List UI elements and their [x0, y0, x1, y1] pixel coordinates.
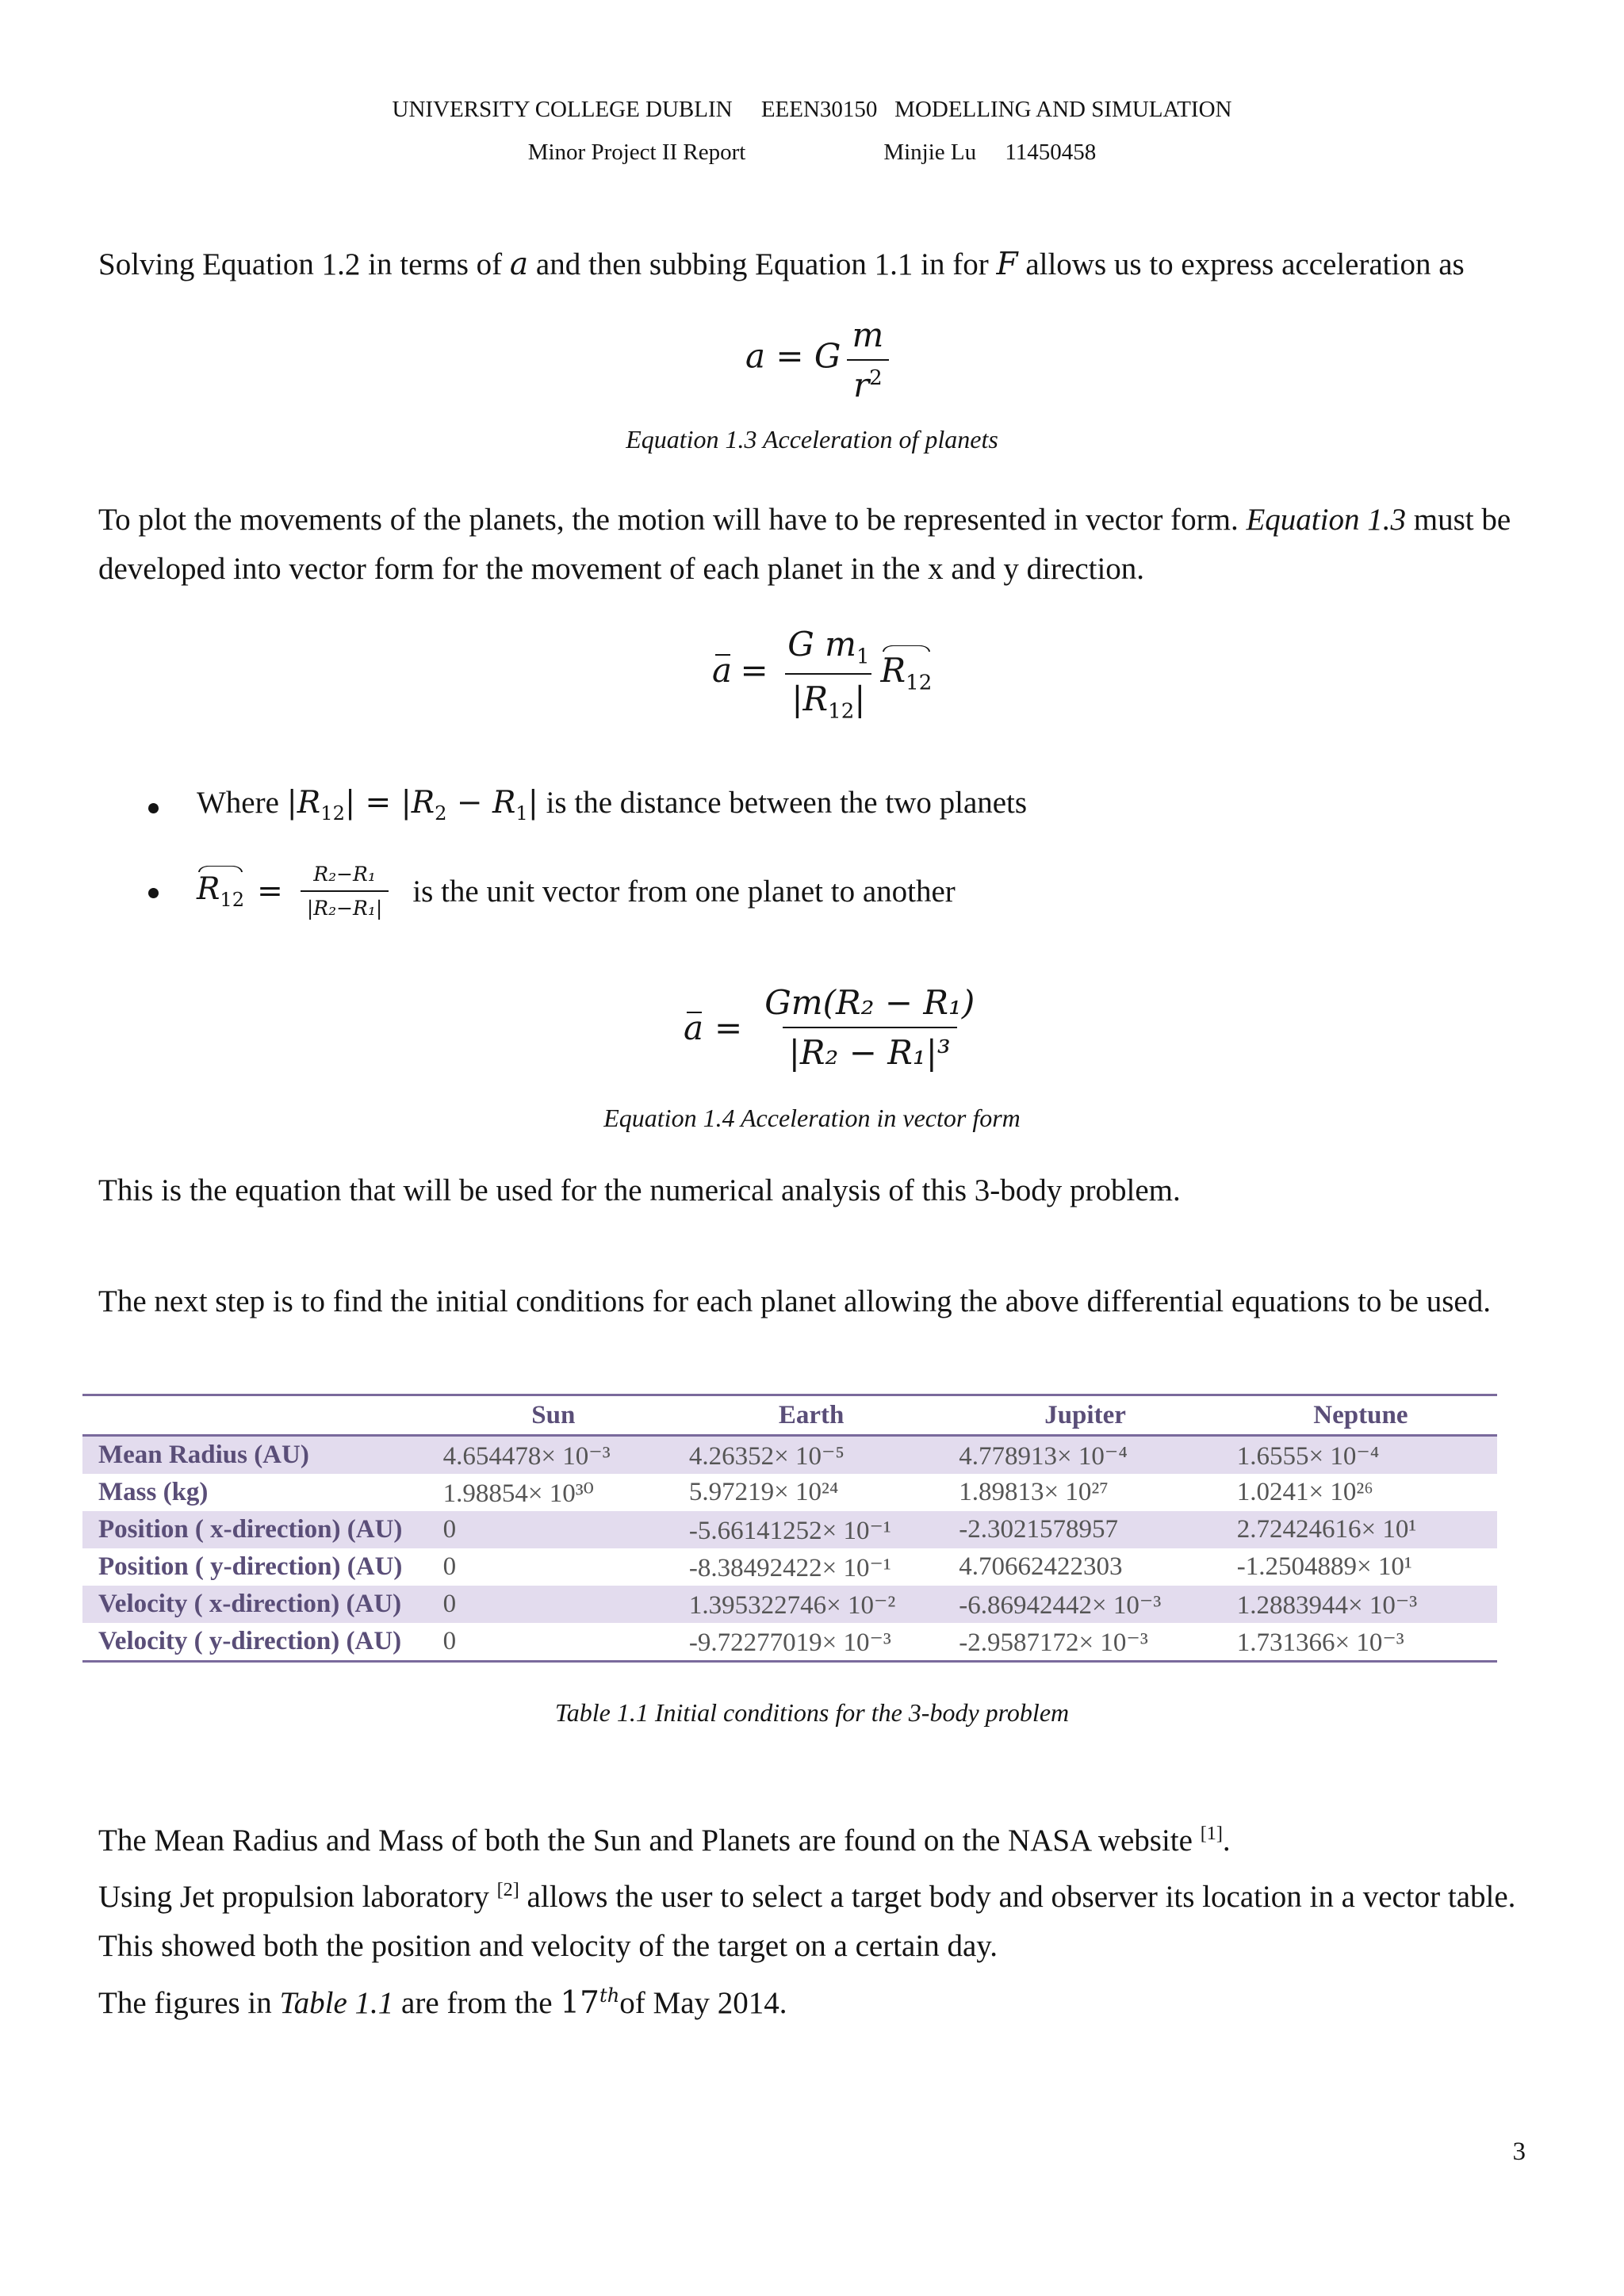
table-cell: 0	[431, 1623, 676, 1662]
equation-1-4	[684, 983, 986, 1072]
table-cell: 1.98854× 10³⁰	[442, 1479, 594, 1508]
bullet-unit-vector	[197, 863, 956, 920]
eq14-denominator: |R₂ − R₁|³	[783, 1027, 957, 1072]
intro-text-2: and then subbing Equation 1.1 in for	[528, 247, 997, 281]
bullet-distance	[197, 785, 1027, 825]
eq14-numerator: Gm(R₂ − R₁)	[764, 983, 975, 1022]
closing-line-3-prefix: The figures in	[98, 1986, 280, 2020]
table-cell: 1.0241× 10²⁶	[1236, 1478, 1373, 1506]
table-header-blank	[82, 1395, 431, 1436]
next-step-paragraph: The next step is to find the initial conditions for each planet allowing the above differential equations to be used.	[98, 1284, 1491, 1318]
equation-1-4-caption: Equation 1.4 Acceleration in vector form	[603, 1104, 1021, 1132]
b1-part-1: |R	[286, 785, 321, 821]
vector-text-1: To plot the movements of the planets, the motion will have to be represented in vector form.	[98, 503, 1247, 537]
closing-line-3-mid: are from the	[393, 1986, 561, 2020]
vec-eq-equals: =	[740, 651, 768, 691]
table-caption: Table 1.1 Initial conditions for the 3-body problem	[554, 1698, 1070, 1727]
eq13-fraction	[845, 316, 890, 404]
eq13-den-exp: 2	[869, 366, 883, 390]
table-cell: 1.731366× 10⁻³	[1224, 1623, 1497, 1662]
table-cell: -5.66141252× 10⁻¹	[676, 1511, 946, 1548]
vec-eq-unit-vector	[881, 651, 933, 695]
table-row	[82, 1586, 1497, 1623]
variable-f: F	[996, 247, 1018, 282]
vector-text-2: must be developed into vector form for the movement of each planet in the x and y direction.	[98, 503, 1511, 586]
row-label: Mass (kg)	[98, 1478, 209, 1506]
closing-line-1-end: .	[1222, 1823, 1231, 1858]
citation-2: [2]	[496, 1879, 519, 1900]
bullet-1-label: Where	[197, 786, 279, 820]
eq13-denominator	[847, 359, 889, 404]
vec-eq-hat-base: R	[880, 651, 906, 691]
row-label: Mean Radius (AU)	[82, 1436, 431, 1475]
date-day: 17	[560, 1985, 599, 2021]
intro-text-1: Solving Equation 1.2 in terms of	[98, 247, 510, 281]
vec-eq-den-sub: 12	[828, 699, 855, 724]
table-cell: -9.72277019× 10⁻³	[676, 1623, 946, 1662]
table-cell: 0	[442, 1552, 457, 1581]
row-label: Velocity ( y-direction) (AU)	[82, 1623, 431, 1662]
b1-sub-2: 2	[435, 802, 447, 825]
vec-eq-numerator	[781, 625, 875, 673]
row-label: Velocity ( x-direction) (AU)	[82, 1586, 431, 1623]
equation-reference: Equation 1.3	[1246, 503, 1406, 537]
table-row	[82, 1548, 1497, 1586]
b2-hat-base: R	[197, 871, 220, 908]
vector-equation	[712, 625, 932, 724]
table-cell: 4.778913× 10⁻⁴	[946, 1436, 1224, 1475]
equation-usage-note: This is the equation that will be used for the numerical analysis of this 3-body problem.	[98, 1173, 1181, 1207]
table-row	[82, 1474, 1497, 1511]
table-header-jupiter: Jupiter	[946, 1395, 1224, 1436]
closing-line-1: The Mean Radius and Mass of both the Sun and Planets are found on the NASA website	[98, 1823, 1201, 1858]
table-cell: -6.86942442× 10⁻³	[946, 1586, 1224, 1623]
table-cell: -8.38492422× 10⁻¹	[688, 1553, 891, 1582]
intro-text-3: allows us to express acceleration as	[1017, 247, 1465, 281]
vector-form-paragraph	[98, 496, 1526, 594]
header-course-line: UNIVERSITY COLLEGE DUBLIN EEEN30150 MODELLING AND SIMULATION	[392, 97, 1232, 122]
b2-fraction	[301, 863, 389, 920]
vec-eq-lhs: a	[712, 651, 733, 691]
table-cell: -2.3021578957	[946, 1511, 1224, 1548]
vec-eq-fraction	[781, 625, 875, 724]
table-row	[82, 1623, 1497, 1662]
closing-line-2: Using Jet propulsion laboratory	[98, 1880, 497, 1914]
citation-1: [1]	[1200, 1823, 1223, 1844]
page-number: 3	[1512, 2137, 1526, 2166]
closing-line-3-end: of May 2014.	[619, 1986, 787, 2020]
b2-equals: =	[257, 873, 283, 909]
intro-paragraph	[98, 246, 1526, 284]
table-cell: 0	[431, 1511, 676, 1548]
vec-eq-denominator	[785, 673, 871, 723]
eq14-lhs: a	[684, 1008, 704, 1047]
variable-a: a	[509, 247, 529, 282]
table-cell: 1.395322746× 10⁻²	[676, 1586, 946, 1623]
bullet-dot-2	[148, 888, 159, 898]
eq14-fraction	[758, 983, 981, 1072]
date-ordinal: th	[599, 1984, 620, 2007]
table-cell: 5.97219× 10²⁴	[688, 1478, 839, 1506]
table-cell: 0	[431, 1586, 676, 1623]
closing-line-2-rest: allows the user to select a target body and observer its location in a vector table. This showed both the position and velocity of the target on a certain day.	[98, 1880, 1516, 1963]
row-label: Position ( x-direction) (AU)	[82, 1511, 431, 1548]
header-report-line: Minor Project II Report Minjie Lu 11450458	[527, 140, 1097, 165]
vec-eq-num-text: G m	[787, 625, 856, 664]
bullet-dot-1	[148, 803, 159, 813]
b1-part-2: | = |R	[344, 785, 435, 821]
equation-1-3	[745, 316, 894, 404]
table-cell: -2.9587172× 10⁻³	[946, 1623, 1224, 1662]
eq13-den-base: r	[853, 365, 870, 404]
vec-eq-num-sub: 1	[856, 645, 870, 669]
table-header-neptune: Neptune	[1224, 1395, 1497, 1436]
b2-hat-sub: 12	[220, 888, 245, 911]
b2-denominator: |R₂−R₁|	[301, 890, 389, 920]
closing-paragraph	[98, 1809, 1526, 2028]
eq13-numerator: m	[852, 316, 884, 354]
table-header-row	[82, 1395, 1497, 1436]
table-header-sun: Sun	[431, 1395, 676, 1436]
table-cell: 1.6555× 10⁻⁴	[1224, 1436, 1497, 1475]
bullet-1-text: is the distance between the two planets	[546, 786, 1028, 820]
vec-eq-den-close: |	[854, 679, 866, 719]
table-reference: Table 1.1	[279, 1986, 394, 2020]
row-label: Position ( y-direction) (AU)	[98, 1552, 403, 1581]
table-cell: 4.70662422303	[959, 1552, 1123, 1581]
b2-hat	[197, 871, 244, 911]
initial-conditions-table	[82, 1394, 1497, 1663]
table-cell: 2.72424616× 10¹	[1224, 1511, 1497, 1548]
b1-part-4: |	[527, 785, 538, 821]
equation-1-3-caption: Equation 1.3 Acceleration of planets	[626, 425, 998, 453]
b1-part-3: − R	[446, 785, 516, 821]
b1-sub-1: 12	[320, 802, 345, 825]
table-cell: 1.89813× 10²⁷	[959, 1478, 1109, 1506]
eq14-equals: =	[714, 1008, 743, 1047]
vec-eq-den-text: |R	[791, 679, 829, 719]
vec-eq-hat-sub: 12	[906, 671, 933, 695]
table-cell: 4.654478× 10⁻³	[431, 1436, 676, 1475]
bullet-2-text: is the unit vector from one planet to another	[412, 874, 956, 909]
table-cell: 4.26352× 10⁻⁵	[676, 1436, 946, 1475]
table-row	[82, 1511, 1497, 1548]
table-cell: 1.2883944× 10⁻³	[1224, 1586, 1497, 1623]
table-header-earth: Earth	[676, 1395, 946, 1436]
bullet-1-math	[286, 785, 538, 825]
table-row	[82, 1436, 1497, 1475]
eq13-lhs: a = G	[745, 336, 841, 376]
b1-sub-3: 1	[515, 802, 528, 825]
table-cell: -1.2504889× 10¹	[1236, 1552, 1412, 1581]
b2-numerator: R₂−R₁	[313, 863, 376, 886]
